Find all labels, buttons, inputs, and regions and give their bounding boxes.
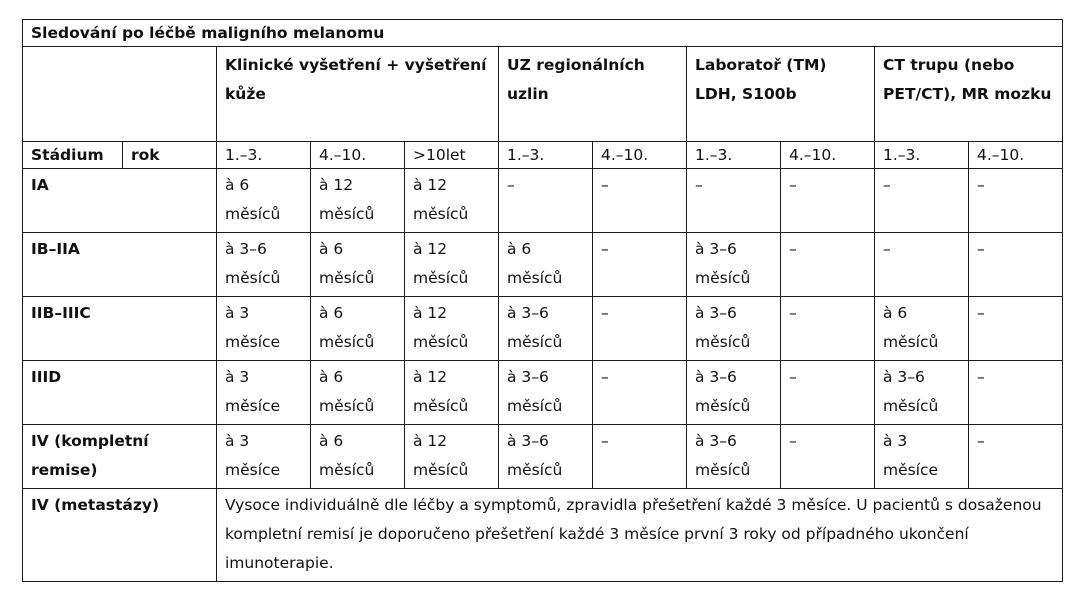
stage-cell: IV (metastázy) <box>23 489 217 582</box>
subheader-clin-1-3: 1.–3. <box>217 142 311 169</box>
table-cell: à 6 měsíců <box>311 361 405 425</box>
table-row <box>23 361 1063 425</box>
subheader-uz-1-3: 1.–3. <box>499 142 593 169</box>
table-cell: – <box>875 169 969 233</box>
table-cell: – <box>593 169 687 233</box>
table-cell: – <box>593 233 687 297</box>
table-cell: à 3 měsíce <box>217 425 311 489</box>
melanoma-followup-table <box>22 19 1063 582</box>
table-cell: à 6 měsíců <box>311 425 405 489</box>
table-cell: – <box>875 233 969 297</box>
table-cell: à 3–6 měsíců <box>875 361 969 425</box>
header-clinical: Klinické vyšetření + vyšetření kůže <box>217 47 499 142</box>
table-cell: à 3 měsíce <box>217 297 311 361</box>
subheader-clin-4-10: 4.–10. <box>311 142 405 169</box>
table-cell: – <box>969 233 1063 297</box>
header-uz: UZ regionálních uzlin <box>499 47 687 142</box>
table-cell: à 12 měsíců <box>311 169 405 233</box>
subheader-stage: Stádium <box>23 142 123 169</box>
table-cell: à 3–6 měsíců <box>217 233 311 297</box>
table-cell: à 12 měsíců <box>405 297 499 361</box>
table-cell: à 3–6 měsíců <box>687 361 781 425</box>
table-cell: à 3–6 měsíců <box>687 297 781 361</box>
subheader-lab-4-10: 4.–10. <box>781 142 875 169</box>
table-cell: à 6 měsíců <box>875 297 969 361</box>
table-cell: – <box>969 425 1063 489</box>
table-cell: à 6 měsíců <box>311 233 405 297</box>
subheader-uz-4-10: 4.–10. <box>593 142 687 169</box>
table-cell: – <box>593 297 687 361</box>
table-cell: à 6 měsíců <box>217 169 311 233</box>
table-cell: – <box>969 297 1063 361</box>
table-cell: – <box>499 169 593 233</box>
table-row <box>23 425 1063 489</box>
header-ct: CT trupu (nebo PET/CT), MR mozku <box>875 47 1063 142</box>
table-cell: – <box>781 169 875 233</box>
stage-cell: IIID <box>23 361 217 425</box>
stage-cell: IV (kompletní remise) <box>23 425 217 489</box>
stage-cell: IA <box>23 169 217 233</box>
table-cell: à 6 měsíců <box>311 297 405 361</box>
table-row <box>23 233 1063 297</box>
table-cell: – <box>781 297 875 361</box>
table-title: Sledování po léčbě maligního melanomu <box>23 20 1063 47</box>
table-row <box>23 169 1063 233</box>
metastasis-note: Vysoce individuálně dle léčby a symptomů, zpravidla přešetření každé 3 měsíce. U pacientů s dosaženou kompletní remisí je doporučeno přešetření každé 3 měsíce první 3 roky od případného ukončení imunoterapie. <box>217 489 1063 582</box>
table-cell: à 12 měsíců <box>405 169 499 233</box>
table-cell: – <box>781 425 875 489</box>
table-cell: à 3 měsíce <box>217 361 311 425</box>
table-cell: – <box>969 169 1063 233</box>
table-cell: – <box>593 425 687 489</box>
stage-cell: IB–IIA <box>23 233 217 297</box>
table-cell: à 3–6 měsíců <box>499 361 593 425</box>
table-cell: à 3–6 měsíců <box>687 425 781 489</box>
subheader-ct-4-10: 4.–10. <box>969 142 1063 169</box>
table-cell: à 12 měsíců <box>405 233 499 297</box>
table-cell: à 3–6 měsíců <box>499 425 593 489</box>
table-cell: à 6 měsíců <box>499 233 593 297</box>
header-lab: Laboratoř (TM) LDH, S100b <box>687 47 875 142</box>
table-cell: – <box>781 233 875 297</box>
subheader-year: rok <box>123 142 217 169</box>
header-empty <box>23 47 217 142</box>
subheader-ct-1-3: 1.–3. <box>875 142 969 169</box>
subheader-clin-10: >10let <box>405 142 499 169</box>
table-row-metastasis <box>23 489 1063 582</box>
table-cell: – <box>969 361 1063 425</box>
table-cell: à 3 měsíce <box>875 425 969 489</box>
table-cell: – <box>781 361 875 425</box>
table-cell: à 3–6 měsíců <box>499 297 593 361</box>
table-cell: à 12 měsíců <box>405 425 499 489</box>
table-cell: à 3–6 měsíců <box>687 233 781 297</box>
subheader-lab-1-3: 1.–3. <box>687 142 781 169</box>
table-cell: – <box>687 169 781 233</box>
stage-cell: IIB–IIIC <box>23 297 217 361</box>
table-cell: – <box>593 361 687 425</box>
table-cell: à 12 měsíců <box>405 361 499 425</box>
table-row <box>23 297 1063 361</box>
